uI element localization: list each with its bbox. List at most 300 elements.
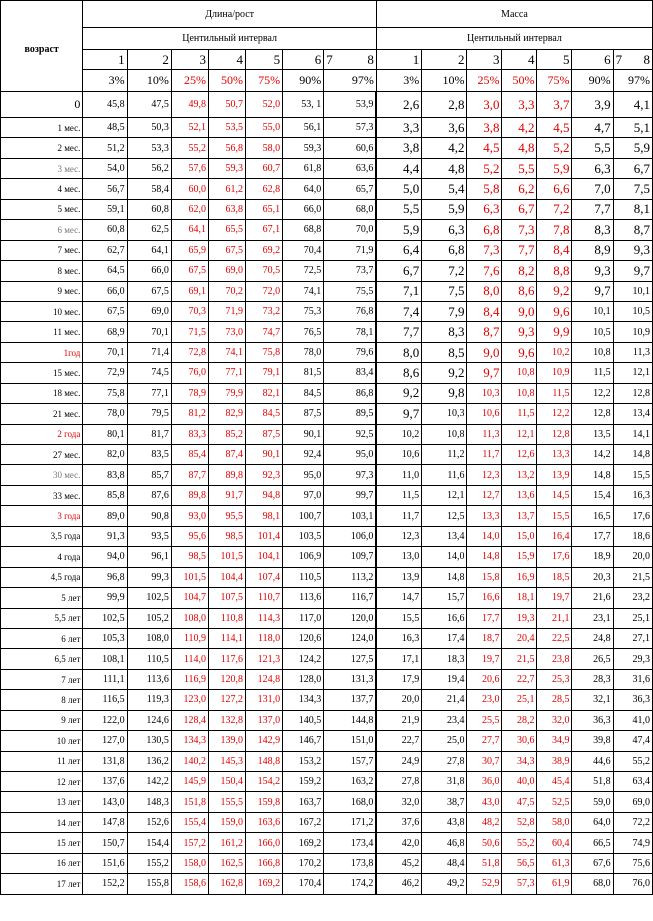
length-value-cell: 153,2 xyxy=(283,751,324,771)
age-cell: 8 лет xyxy=(1,690,83,710)
mass-value-cell: 19,3 xyxy=(502,608,537,628)
mass-value-cell: 30,6 xyxy=(502,731,537,751)
mass-value-cell: 30,7 xyxy=(467,751,502,771)
length-value-cell: 91,7 xyxy=(208,485,245,505)
mass-value-cell: 15,5 xyxy=(537,506,572,526)
length-value-cell: 85,8 xyxy=(83,485,127,505)
table-row xyxy=(1,792,653,812)
length-value-cell: 93,5 xyxy=(127,526,171,546)
table-row xyxy=(1,690,653,710)
length-value-cell: 62,0 xyxy=(171,199,208,219)
length-value-cell: 82,0 xyxy=(83,445,127,465)
mass-value-cell: 8,0 xyxy=(467,281,502,301)
mass-value-cell: 6,8 xyxy=(422,240,467,260)
length-value-cell: 131,3 xyxy=(324,669,377,689)
length-value-cell: 53,9 xyxy=(324,92,377,118)
length-value-cell: 154,2 xyxy=(246,772,283,792)
length-value-cell: 146,7 xyxy=(283,731,324,751)
mass-interval-number: 4 xyxy=(502,50,537,70)
mass-value-cell: 58,0 xyxy=(537,812,572,832)
length-interval-number: 2 xyxy=(127,50,171,70)
length-value-cell: 163,7 xyxy=(283,792,324,812)
length-value-cell: 140,2 xyxy=(171,751,208,771)
table-row xyxy=(1,424,653,444)
mass-value-cell: 12,6 xyxy=(502,445,537,465)
mass-value-cell: 32,0 xyxy=(537,710,572,730)
mass-value-cell: 5,5 xyxy=(502,158,537,178)
mass-value-cell: 43,8 xyxy=(422,812,467,832)
mass-value-cell: 69,0 xyxy=(613,792,652,812)
mass-value-cell: 5,1 xyxy=(613,118,652,138)
mass-value-cell: 27,7 xyxy=(467,731,502,751)
mass-value-cell: 15,7 xyxy=(422,588,467,608)
age-cell: 2 года xyxy=(1,424,83,444)
mass-value-cell: 15,9 xyxy=(502,547,537,567)
length-value-cell: 120,6 xyxy=(283,628,324,648)
length-value-cell: 45,8 xyxy=(83,92,127,118)
length-section-title: Длина/рост xyxy=(83,1,377,28)
length-value-cell: 123,0 xyxy=(171,690,208,710)
mass-value-cell: 66,5 xyxy=(572,833,613,853)
length-value-cell: 148,3 xyxy=(127,792,171,812)
mass-value-cell: 3,8 xyxy=(376,138,421,158)
age-cell: 4 мес. xyxy=(1,179,83,199)
mass-percentile-header: 3% xyxy=(376,70,421,92)
length-value-cell: 131,8 xyxy=(83,751,127,771)
length-percentile-header: 25% xyxy=(171,70,208,92)
mass-value-cell: 14,2 xyxy=(572,445,613,465)
length-value-cell: 57,3 xyxy=(324,118,377,138)
length-value-cell: 53, 1 xyxy=(283,92,324,118)
length-value-cell: 48,5 xyxy=(83,118,127,138)
length-value-cell: 68,9 xyxy=(83,322,127,342)
length-value-cell: 83,3 xyxy=(171,424,208,444)
table-row xyxy=(1,404,653,424)
length-value-cell: 89,0 xyxy=(83,506,127,526)
mass-percentile-header: 25% xyxy=(467,70,502,92)
length-value-cell: 77,1 xyxy=(127,383,171,403)
length-value-cell: 52,1 xyxy=(171,118,208,138)
mass-value-cell: 10,8 xyxy=(422,424,467,444)
mass-value-cell: 8,8 xyxy=(537,261,572,281)
mass-value-cell: 11,2 xyxy=(422,445,467,465)
mass-value-cell: 59,0 xyxy=(572,792,613,812)
length-value-cell: 84,5 xyxy=(283,383,324,403)
length-value-cell: 72,5 xyxy=(283,261,324,281)
length-value-cell: 100,7 xyxy=(283,506,324,526)
length-value-cell: 151,0 xyxy=(324,731,377,751)
mass-value-cell: 5,5 xyxy=(376,199,421,219)
mass-value-cell: 7,7 xyxy=(376,322,421,342)
mass-value-cell: 21,6 xyxy=(572,588,613,608)
length-value-cell: 62,5 xyxy=(127,220,171,240)
mass-value-cell: 8,3 xyxy=(422,322,467,342)
mass-value-cell: 6,2 xyxy=(502,179,537,199)
mass-value-cell: 14,8 xyxy=(467,547,502,567)
mass-value-cell: 20,0 xyxy=(376,690,421,710)
length-value-cell: 140,5 xyxy=(283,710,324,730)
length-value-cell: 66,0 xyxy=(127,261,171,281)
mass-value-cell: 18,7 xyxy=(467,628,502,648)
mass-value-cell: 13,4 xyxy=(613,404,652,424)
mass-value-cell: 17,7 xyxy=(572,526,613,546)
mass-value-cell: 7,2 xyxy=(537,199,572,219)
mass-value-cell: 2,6 xyxy=(376,92,421,118)
length-value-cell: 101,4 xyxy=(246,526,283,546)
length-value-cell: 151,6 xyxy=(83,853,127,873)
length-value-cell: 75,8 xyxy=(246,342,283,362)
mass-value-cell: 52,8 xyxy=(502,812,537,832)
mass-value-cell: 6,7 xyxy=(613,158,652,178)
mass-value-cell: 11,7 xyxy=(467,445,502,465)
mass-value-cell: 10,2 xyxy=(376,424,421,444)
length-value-cell: 94,0 xyxy=(83,547,127,567)
length-value-cell: 60,0 xyxy=(171,179,208,199)
mass-value-cell: 8,0 xyxy=(376,342,421,362)
length-interval-number: 3 xyxy=(171,50,208,70)
mass-value-cell: 10,2 xyxy=(537,342,572,362)
length-value-cell: 95,0 xyxy=(283,465,324,485)
mass-value-cell: 14,5 xyxy=(537,485,572,505)
length-value-cell: 114,3 xyxy=(246,608,283,628)
length-value-cell: 118,0 xyxy=(246,628,283,648)
length-value-cell: 78,0 xyxy=(283,342,324,362)
mass-value-cell: 7,5 xyxy=(422,281,467,301)
length-value-cell: 111,1 xyxy=(83,669,127,689)
mass-value-cell: 6,3 xyxy=(422,220,467,240)
table-row xyxy=(1,588,653,608)
mass-percentile-header: 10% xyxy=(422,70,467,92)
mass-value-cell: 27,8 xyxy=(422,751,467,771)
length-value-cell: 61,2 xyxy=(208,179,245,199)
length-value-cell: 87,4 xyxy=(208,445,245,465)
mass-value-cell: 10,1 xyxy=(572,301,613,321)
mass-value-cell: 4,8 xyxy=(502,138,537,158)
mass-value-cell: 38,9 xyxy=(537,751,572,771)
length-value-cell: 110,8 xyxy=(208,608,245,628)
length-value-cell: 154,4 xyxy=(127,833,171,853)
length-value-cell: 67,1 xyxy=(246,220,283,240)
mass-value-cell: 18,9 xyxy=(572,547,613,567)
mass-value-cell: 16,3 xyxy=(613,485,652,505)
age-cell: 16 лет xyxy=(1,853,83,873)
length-value-cell: 75,8 xyxy=(83,383,127,403)
length-value-cell: 128,0 xyxy=(283,669,324,689)
mass-value-cell: 14,1 xyxy=(613,424,652,444)
mass-value-cell: 12,8 xyxy=(537,424,572,444)
mass-value-cell: 20,4 xyxy=(502,628,537,648)
mass-value-cell: 20,6 xyxy=(467,669,502,689)
mass-value-cell: 28,3 xyxy=(572,669,613,689)
mass-value-cell: 34,9 xyxy=(537,731,572,751)
mass-value-cell: 20,0 xyxy=(613,547,652,567)
age-cell: 10 мес. xyxy=(1,301,83,321)
length-value-cell: 144,8 xyxy=(324,710,377,730)
mass-value-cell: 7,9 xyxy=(422,301,467,321)
age-cell: 30 мес. xyxy=(1,465,83,485)
length-value-cell: 120,0 xyxy=(324,608,377,628)
table-row xyxy=(1,506,653,526)
length-value-cell: 124,0 xyxy=(324,628,377,648)
mass-value-cell: 16,9 xyxy=(502,567,537,587)
mass-value-cell: 5,9 xyxy=(376,220,421,240)
mass-value-cell: 13,5 xyxy=(572,424,613,444)
age-cell: 7 лет xyxy=(1,669,83,689)
mass-value-cell: 49,2 xyxy=(422,874,467,894)
mass-value-cell: 5,5 xyxy=(572,138,613,158)
mass-value-cell: 5,9 xyxy=(422,199,467,219)
mass-value-cell: 17,6 xyxy=(613,506,652,526)
length-value-cell: 70,2 xyxy=(208,281,245,301)
mass-value-cell: 64,0 xyxy=(572,812,613,832)
age-cell: 8 мес. xyxy=(1,261,83,281)
length-value-cell: 52,0 xyxy=(246,92,283,118)
mass-value-cell: 9,2 xyxy=(422,363,467,383)
mass-value-cell: 10,3 xyxy=(422,404,467,424)
mass-value-cell: 10,5 xyxy=(613,301,652,321)
mass-percentile-header: 97% xyxy=(613,70,652,92)
length-value-cell: 96,8 xyxy=(83,567,127,587)
length-value-cell: 104,7 xyxy=(171,588,208,608)
length-value-cell: 89,8 xyxy=(208,465,245,485)
table-row xyxy=(1,649,653,669)
length-value-cell: 117,0 xyxy=(283,608,324,628)
mass-interval-number: 7 8 xyxy=(613,50,652,70)
mass-value-cell: 76,0 xyxy=(613,874,652,894)
length-value-cell: 152,2 xyxy=(83,874,127,894)
age-cell: 4,5 года xyxy=(1,567,83,587)
length-value-cell: 136,2 xyxy=(127,751,171,771)
mass-value-cell: 7,4 xyxy=(376,301,421,321)
length-value-cell: 56,8 xyxy=(208,138,245,158)
length-value-cell: 76,0 xyxy=(171,363,208,383)
table-row xyxy=(1,158,653,178)
mass-interval-number: 6 xyxy=(572,50,613,70)
age-cell: 5,5 лет xyxy=(1,608,83,628)
length-interval-number: 6 xyxy=(283,50,324,70)
length-value-cell: 51,2 xyxy=(83,138,127,158)
mass-interval-number: 1 xyxy=(376,50,421,70)
length-value-cell: 94,8 xyxy=(246,485,283,505)
mass-value-cell: 32,1 xyxy=(572,690,613,710)
length-value-cell: 169,2 xyxy=(246,874,283,894)
mass-value-cell: 11,5 xyxy=(537,383,572,403)
length-value-cell: 76,5 xyxy=(283,322,324,342)
length-value-cell: 117,6 xyxy=(208,649,245,669)
mass-value-cell: 25,0 xyxy=(422,731,467,751)
length-value-cell: 66,0 xyxy=(83,281,127,301)
length-interval-number: 5 xyxy=(246,50,283,70)
length-value-cell: 79,9 xyxy=(208,383,245,403)
length-value-cell: 47,5 xyxy=(127,92,171,118)
length-value-cell: 162,8 xyxy=(208,874,245,894)
mass-value-cell: 11,5 xyxy=(572,363,613,383)
length-value-cell: 92,4 xyxy=(283,445,324,465)
length-value-cell: 85,4 xyxy=(171,445,208,465)
length-value-cell: 110,9 xyxy=(171,628,208,648)
length-value-cell: 50,7 xyxy=(208,92,245,118)
table-row xyxy=(1,118,653,138)
length-value-cell: 108,1 xyxy=(83,649,127,669)
mass-value-cell: 10,6 xyxy=(376,445,421,465)
length-value-cell: 103,5 xyxy=(283,526,324,546)
mass-percentile-header: 90% xyxy=(572,70,613,92)
mass-value-cell: 23,2 xyxy=(613,588,652,608)
mass-value-cell: 18,5 xyxy=(537,567,572,587)
mass-value-cell: 29,3 xyxy=(613,649,652,669)
length-value-cell: 53,3 xyxy=(127,138,171,158)
mass-value-cell: 18,6 xyxy=(613,526,652,546)
length-value-cell: 104,1 xyxy=(246,547,283,567)
length-value-cell: 163,2 xyxy=(324,772,377,792)
mass-value-cell: 25,1 xyxy=(502,690,537,710)
table-row xyxy=(1,628,653,648)
mass-value-cell: 16,5 xyxy=(572,506,613,526)
length-value-cell: 70,5 xyxy=(246,261,283,281)
mass-value-cell: 24,8 xyxy=(572,628,613,648)
mass-value-cell: 10,8 xyxy=(572,342,613,362)
length-value-cell: 98,5 xyxy=(171,547,208,567)
length-value-cell: 78,0 xyxy=(83,404,127,424)
age-cell: 14 лет xyxy=(1,812,83,832)
age-cell: 3,5 года xyxy=(1,526,83,546)
mass-value-cell: 13,0 xyxy=(376,547,421,567)
mass-value-cell: 4,8 xyxy=(422,158,467,178)
length-value-cell: 124,8 xyxy=(246,669,283,689)
mass-value-cell: 48,2 xyxy=(467,812,502,832)
length-value-cell: 76,8 xyxy=(324,301,377,321)
mass-value-cell: 10,3 xyxy=(467,383,502,403)
mass-value-cell: 23,0 xyxy=(467,690,502,710)
length-value-cell: 127,0 xyxy=(83,731,127,751)
length-value-cell: 120,8 xyxy=(208,669,245,689)
mass-value-cell: 19,4 xyxy=(422,669,467,689)
mass-value-cell: 9,8 xyxy=(422,383,467,403)
mass-value-cell: 6,4 xyxy=(376,240,421,260)
mass-value-cell: 9,6 xyxy=(502,342,537,362)
length-value-cell: 119,3 xyxy=(127,690,171,710)
length-value-cell: 114,1 xyxy=(208,628,245,648)
mass-value-cell: 16,3 xyxy=(376,628,421,648)
mass-value-cell: 17,9 xyxy=(376,669,421,689)
mass-value-cell: 23,1 xyxy=(572,608,613,628)
mass-value-cell: 12,8 xyxy=(613,383,652,403)
age-column-header: возраст xyxy=(1,1,83,92)
length-value-cell: 69,1 xyxy=(171,281,208,301)
mass-value-cell: 46,8 xyxy=(422,833,467,853)
length-value-cell: 155,2 xyxy=(127,853,171,873)
mass-value-cell: 10,6 xyxy=(467,404,502,424)
mass-value-cell: 8,6 xyxy=(376,363,421,383)
table-row xyxy=(1,281,653,301)
length-value-cell: 128,4 xyxy=(171,710,208,730)
length-value-cell: 121,3 xyxy=(246,649,283,669)
table-row xyxy=(1,92,653,118)
length-value-cell: 78,1 xyxy=(324,322,377,342)
mass-value-cell: 19,7 xyxy=(537,588,572,608)
length-value-cell: 157,7 xyxy=(324,751,377,771)
mass-value-cell: 19,7 xyxy=(467,649,502,669)
age-cell: 15 лет xyxy=(1,833,83,853)
mass-value-cell: 23,8 xyxy=(537,649,572,669)
length-value-cell: 110,5 xyxy=(283,567,324,587)
length-value-cell: 113,6 xyxy=(283,588,324,608)
mass-value-cell: 15,4 xyxy=(572,485,613,505)
length-value-cell: 90,1 xyxy=(283,424,324,444)
length-value-cell: 87,5 xyxy=(283,404,324,424)
mass-value-cell: 12,3 xyxy=(376,526,421,546)
length-value-cell: 64,1 xyxy=(171,220,208,240)
mass-value-cell: 7,7 xyxy=(572,199,613,219)
length-value-cell: 116,7 xyxy=(324,588,377,608)
table-row xyxy=(1,853,653,873)
mass-value-cell: 6,8 xyxy=(467,220,502,240)
length-value-cell: 110,5 xyxy=(127,649,171,669)
mass-value-cell: 5,2 xyxy=(467,158,502,178)
mass-value-cell: 9,2 xyxy=(376,383,421,403)
mass-value-cell: 17,1 xyxy=(376,649,421,669)
length-value-cell: 70,3 xyxy=(171,301,208,321)
mass-value-cell: 55,2 xyxy=(502,833,537,853)
mass-value-cell: 8,1 xyxy=(613,199,652,219)
mass-value-cell: 12,1 xyxy=(502,424,537,444)
mass-value-cell: 9,7 xyxy=(467,363,502,383)
mass-interval-number: 3 xyxy=(467,50,502,70)
mass-value-cell: 47,5 xyxy=(502,792,537,812)
length-value-cell: 79,5 xyxy=(127,404,171,424)
length-value-cell: 171,2 xyxy=(324,812,377,832)
length-value-cell: 109,7 xyxy=(324,547,377,567)
length-value-cell: 67,5 xyxy=(83,301,127,321)
mass-value-cell: 5,2 xyxy=(537,138,572,158)
mass-value-cell: 41,0 xyxy=(613,710,652,730)
length-value-cell: 56,1 xyxy=(283,118,324,138)
mass-value-cell: 9,6 xyxy=(537,301,572,321)
length-value-cell: 89,5 xyxy=(324,404,377,424)
length-value-cell: 173,8 xyxy=(324,853,377,873)
length-value-cell: 83,5 xyxy=(127,445,171,465)
mass-value-cell: 7,6 xyxy=(467,261,502,281)
length-value-cell: 98,1 xyxy=(246,506,283,526)
mass-value-cell: 60,4 xyxy=(537,833,572,853)
length-value-cell: 132,8 xyxy=(208,710,245,730)
length-value-cell: 157,2 xyxy=(171,833,208,853)
mass-value-cell: 40,0 xyxy=(502,772,537,792)
mass-value-cell: 10,8 xyxy=(502,363,537,383)
length-value-cell: 68,8 xyxy=(283,220,324,240)
table-row xyxy=(1,383,653,403)
length-value-cell: 108,0 xyxy=(171,608,208,628)
length-value-cell: 169,2 xyxy=(283,833,324,853)
length-percentile-header: 97% xyxy=(324,70,377,92)
table-row xyxy=(1,731,653,751)
mass-value-cell: 61,3 xyxy=(537,853,572,873)
mass-value-cell: 67,6 xyxy=(572,853,613,873)
mass-value-cell: 8,5 xyxy=(422,342,467,362)
length-value-cell: 97,0 xyxy=(283,485,324,505)
length-value-cell: 95,5 xyxy=(208,506,245,526)
mass-value-cell: 15,5 xyxy=(376,608,421,628)
length-value-cell: 82,1 xyxy=(246,383,283,403)
mass-value-cell: 7,1 xyxy=(376,281,421,301)
length-value-cell: 116,9 xyxy=(171,669,208,689)
length-value-cell: 65,7 xyxy=(324,179,377,199)
mass-value-cell: 68,0 xyxy=(572,874,613,894)
length-value-cell: 155,4 xyxy=(171,812,208,832)
length-value-cell: 99,3 xyxy=(127,567,171,587)
age-cell: 9 лет xyxy=(1,710,83,730)
table-row xyxy=(1,220,653,240)
